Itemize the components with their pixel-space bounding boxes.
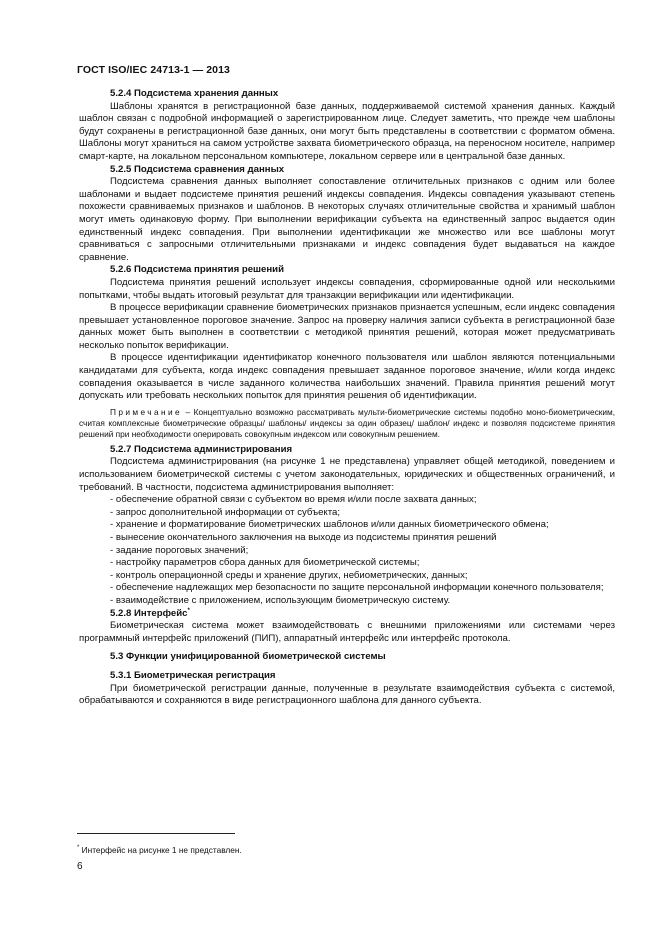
list-item: - обеспечение надлежащих мер безопасности по защите персональной информации конечного пользователя; <box>110 582 604 594</box>
section-heading: 5.2.5 Подсистема сравнения данных <box>110 163 285 175</box>
list-item: - запрос дополнительной информации от субъекта; <box>110 506 341 518</box>
footnote-text: Интерфейс на рисунке 1 не представлен. <box>79 845 242 855</box>
section-title: 5.2.8 Интерфейс <box>110 607 188 619</box>
list-item: - хранение и форматирование биометрических шаблонов и/или данных биометрического обмена; <box>110 519 549 531</box>
note-text: – Концептуально возможно рассматривать мульти-биометрические системы подобно моно-биометрическим, считая комплексные биометрические образцы/ шаблоны/ индексы за один образец/ шаблон/ индекс и позволяя подсистеме принятия решений при необходимости оперировать совокупным индексом или совокупным решением. <box>79 406 616 439</box>
page-body <box>79 88 615 708</box>
paragraph: Подсистема администрирования (на рисунке 1 не представлена) управляет общей методикой, поведением и использованием биометрической системы с учетом законодательных, юридических и общественных ограничений, и требований. В частности, подсистема администрирования выполняет: <box>79 456 615 493</box>
section-heading <box>79 608 615 621</box>
paragraph: В процессе верификации сравнение биометрических признаков признается успешным, если индекс совпадения превышает установленное пороговое значение. Запрос на проверку наличия записи субъекта в регистрационной базе данных может быть выполнен в соответствии с методикой принятия решений, которая может предусматривать несколько попыток верификации. <box>79 302 615 351</box>
section-heading: 5.2.7 Подсистема администрирования <box>110 443 293 455</box>
section-heading: 5.2.6 Подсистема принятия решений <box>110 264 284 276</box>
footnote-divider <box>77 833 235 834</box>
list-item: - контроль операционной среды и хранение других, небиометрических, данных; <box>110 569 468 581</box>
list-item: - обеспечение обратной связи с субъектом во время и/или после захвата данных; <box>110 494 477 506</box>
paragraph: Подсистема сравнения данных выполняет сопоставление отличительных признаков с одним или более шаблонами и выдает подсистеме принятия решений индексы совпадения. Индексы совпадения указывают степень похожести сравниваемых признаков и шаблонов. В некоторых случаях отличительные свойства и хранимый шаблон могут иметь одинаковую форму. При выполнении верификации субъекта на единственный запрос выдается один единственный индекс совпадения. При выполнении идентификации же множество или все шаблоны могут сравниваться с запросными отличительными признаками и индекс совпадения будет выдаваться на каждое сравнение. <box>79 176 615 263</box>
section-heading: 5.2.4 Подсистема хранения данных <box>110 88 279 99</box>
section-heading: 5.3 Функции унифицированной биометрической системы <box>110 651 386 663</box>
paragraph: Шаблоны хранятся в регистрационной базе данных, поддерживаемой системой хранения данных. Каждый шаблон связан с подробной информацией о зарегистрированном лице. Следует заметить, что прежде чем шаблоны будут сохранены в регистрационной базе данных, они могут быть представлены в соответствии с форматом обмена. Шаблоны могут храниться на самом устройстве захвата биометрического образца, на переносном носителе, например смарт-карте, на локальном персональном компьютере, локальном сервере или в центральной базе данных. <box>79 100 615 162</box>
list-item: - настройку параметров сбора данных для биометрической системы; <box>110 557 420 569</box>
paragraph: Подсистема принятия решений использует индексы совпадения, сформированные одной или несколькими попытками, чтобы выдать итоговый результат для транзакции верификации или идентификации. <box>79 276 615 301</box>
footnote <box>77 845 242 855</box>
list-item: - вынесение окончательного заключения на выходе из подсистемы принятия решений <box>110 532 497 543</box>
paragraph: Биометрическая система может взаимодействовать с внешними приложениями или системами через программный интерфейс приложений (ПИП), аппаратный интерфейс или интерфейс протокола. <box>79 620 615 644</box>
list-item: - взаимодействие с приложением, использующим биометрическую систему. <box>110 594 451 606</box>
page-number: 6 <box>77 861 83 872</box>
paragraph: При биометрической регистрации данные, полученные в результате взаимодействия субъекта с системой, обрабатываются и сохраняются в виде регистрационного шаблона для данного субъекта. <box>79 682 615 707</box>
paragraph: В процессе идентификации идентификатор конечного пользователя или шаблон являются потенциальными кандидатами для субъекта, когда индекс совпадения превышает заданное пороговое значение, и/или когда индекс совпадения оказывается в числе заданного количества наибольших значений. Правила принятия решений могут допускать или требовать нескольких попыток для принятия решения об идентификации. <box>79 352 615 402</box>
list-item: - задание пороговых значений; <box>110 544 249 556</box>
note <box>79 407 615 440</box>
footnote-mark: * <box>77 845 80 851</box>
running-header: ГОСТ ISO/IEC 24713-1 — 2013 <box>77 64 230 76</box>
note-label: Примечание <box>110 406 183 417</box>
section-heading: 5.3.1 Биометрическая регистрация <box>110 669 276 681</box>
footnote-mark: * <box>187 607 190 614</box>
